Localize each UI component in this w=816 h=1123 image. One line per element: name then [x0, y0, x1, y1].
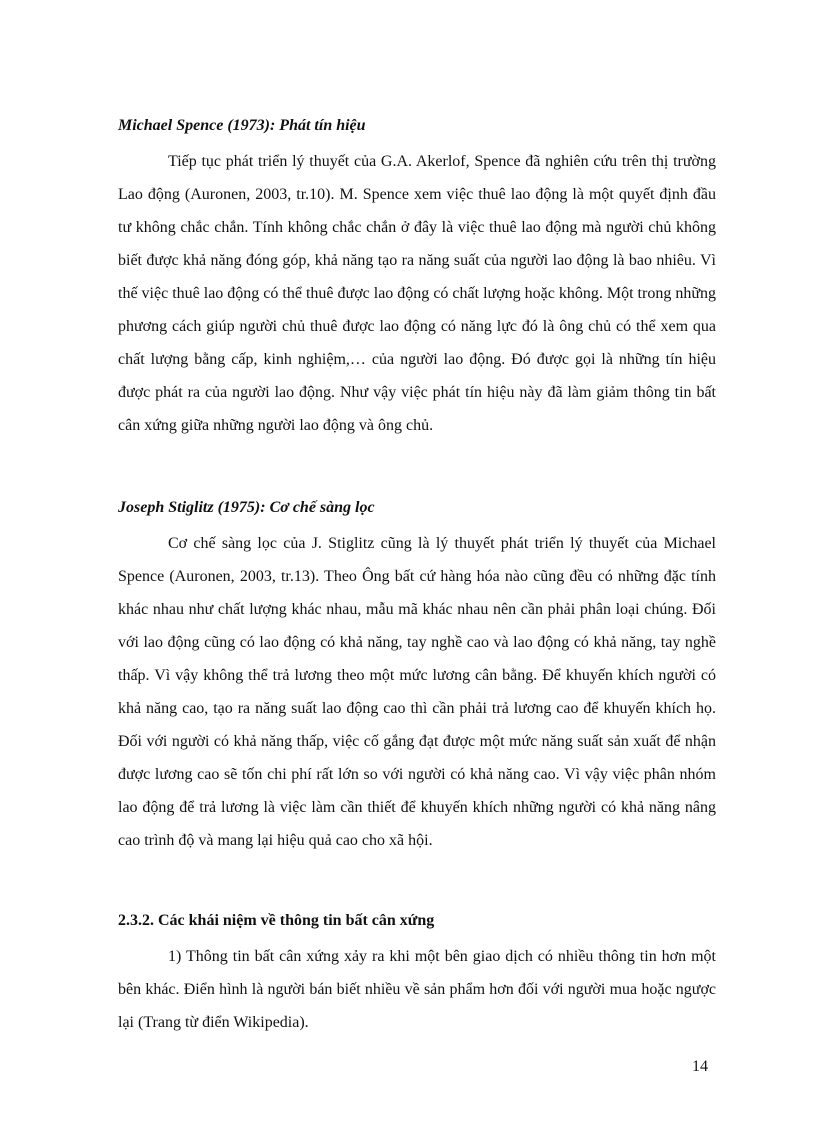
- section-paragraph-spence: Tiếp tục phát triển lý thuyết của G.A. Akerlof, Spence đã nghiên cứu trên thị trường Lao động (Auronen, 2003, tr.10). M. Spence xem việc thuê lao động là một quyết định đầu tư không chắc chắn. Tính không chắc chắn ở đây là việc thuê lao động mà người chủ không biết được khả năng đóng góp, khả năng tạo ra năng suất của người lao động là bao nhiêu. Vì thế việc thuê lao động có thể thuê được lao động có chất lượng hoặc không. Một trong những phương cách giúp người chủ thuê được lao động có năng lực đó là ông chủ có thể xem qua chất lượng bằng cấp, kinh nghiệm,… của người lao động. Đó được gọi là những tín hiệu được phát ra của người lao động. Như vậy việc phát tín hiệu này đã làm giảm thông tin bất cân xứng giữa những người lao động và ông chủ.: [118, 153, 716, 434]
- section-paragraph-concepts: 1) Thông tin bất cân xứng xảy ra khi một bên giao dịch có nhiều thông tin hơn một bên khác. Điển hình là người bán biết nhiều về sản phẩm hơn đối với người mua hoặc ngược lại (Trang từ điển Wikipedia).: [118, 948, 716, 1031]
- page-number: 14: [692, 1058, 708, 1075]
- section-paragraph-stiglitz: Cơ chế sàng lọc của J. Stiglitz cũng là lý thuyết phát triển lý thuyết của Michael Spence (Auronen, 2003, tr.13). Theo Ông bất cứ hàng hóa nào cũng đều có những đặc tính khác nhau như chất lượng khác nhau, mẫu mã khác nhau nên cần phải phân loại chúng. Đối với lao động cũng có lao động có khả năng, tay nghề cao và lao động có khả năng, tay nghề thấp. Vì vậy không thể trả lương theo một mức lương cân bằng. Để khuyến khích người có khả năng cao, tạo ra năng suất lao động cao thì cần phải trả lương cao để khuyến khích họ. Đối với người có khả năng thấp, việc cố gắng đạt được một mức năng suất sản xuất để nhận được lương cao sẽ tốn chi phí rất lớn so với người có khả năng cao. Vì vậy việc phân nhóm lao động để trả lương là việc làm cần thiết để khuyến khích những người có khả năng nâng cao trình độ và mang lại hiệu quả cao cho xã hội.: [118, 535, 716, 849]
- section-heading-stiglitz: Joseph Stiglitz (1975): Cơ chế sàng lọc: [118, 499, 375, 516]
- section-heading-spence: Michael Spence (1973): Phát tín hiệu: [118, 117, 366, 134]
- section-heading-concepts: 2.3.2. Các khái niệm về thông tin bất cân xứng: [118, 912, 435, 929]
